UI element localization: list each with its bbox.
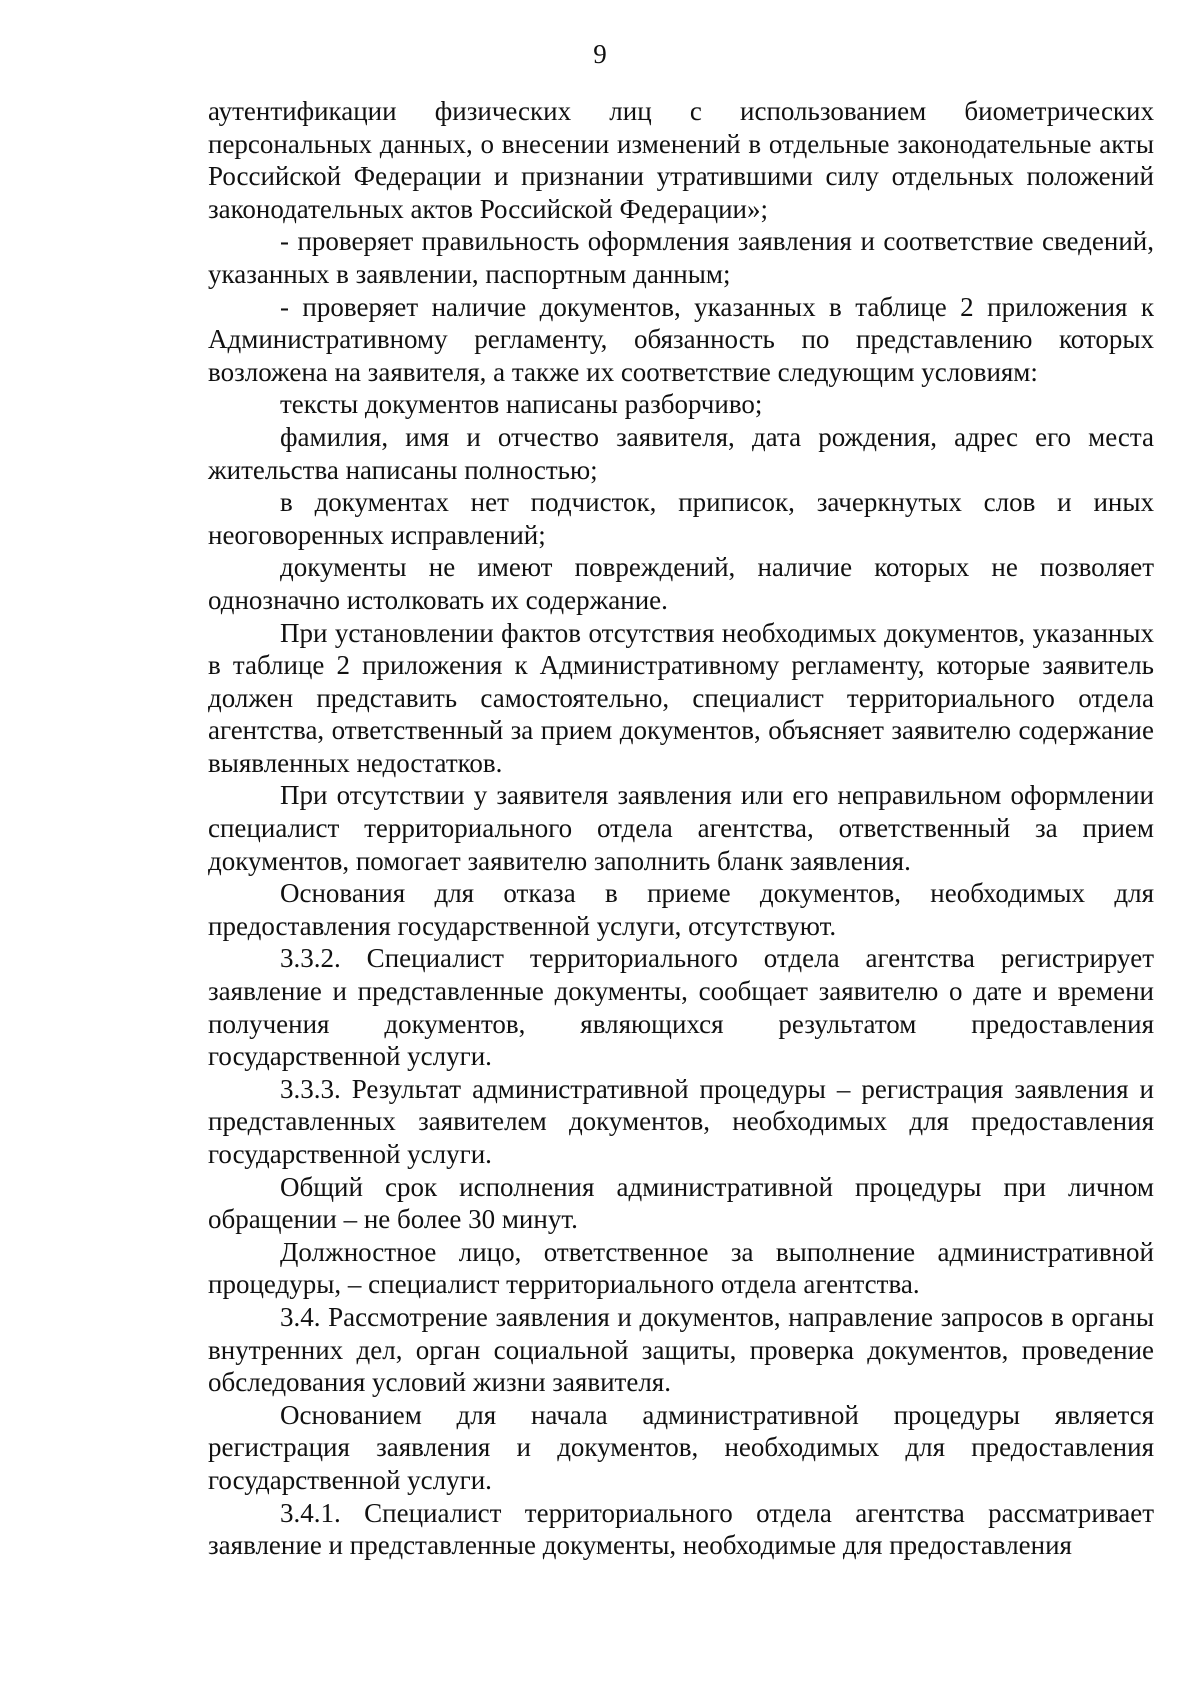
page-number: 9 (593, 39, 607, 69)
paragraph: тексты документов написаны разборчиво; (280, 389, 763, 420)
paragraph: документы не имеют повреждений, наличие которых не позволяет однозначно истолковать их содержание. (208, 552, 1154, 615)
paragraph: 3.4. Рассмотрение заявления и документов, направление запросов в органы внутренних дел, орган социальной защиты, проверка документов, проведение обследования условий жизни заявителя. (208, 1301, 1154, 1398)
paragraph: Должностное лицо, ответственное за выполнение административной процедуры, – специалист территориального отдела агентства. (208, 1236, 1154, 1300)
paragraph: Основанием для начала административной процедуры является регистрация заявления и документов, необходимых для предоставления государственной услуги. (208, 1399, 1154, 1495)
paragraph: Основания для отказа в приеме документов, необходимых для предоставления государственной услуги, отсутствуют. (208, 878, 1154, 941)
paragraph: 3.4.1. Специалист территориального отдела агентства рассматривает заявление и представленные документы, необходимые для предоставления (208, 1497, 1154, 1561)
paragraph: 3.3.3. Результат административной процедуры – регистрация заявления и представленных заявителем документов, необходимых для предоставления государственной услуги. (208, 1073, 1154, 1169)
paragraph: Общий срок исполнения административной процедуры при личном обращении – не более 30 минут. (208, 1171, 1154, 1235)
paragraph: При отсутствии у заявителя заявления или его неправильном оформлении специалист территориального отдела агентства, ответственный за прием документов, помогает заявителю заполнить бланк заявления. (208, 780, 1154, 876)
document-body (208, 95, 1154, 1562)
paragraph: - проверяет правильность оформления заявления и соответствие сведений, указанных в заявлении, паспортным данным; (208, 226, 1154, 289)
paragraph: аутентификации физических лиц с использованием биометрических персональных данных, о внесении изменений в отдельные законодательные акты Российской Федерации и признании утратившими силу отдельных положений законодательных актов Российской Федерации»; (208, 96, 1154, 224)
paragraph: фамилия, имя и отчество заявителя, дата рождения, адрес его места жительства написаны полностью; (208, 421, 1154, 485)
paragraph: 3.3.2. Специалист территориального отдела агентства регистрирует заявление и представленные документы, сообщает заявителю о дате и времени получения документов, являющихся результатом предоставления государственной услуги. (208, 943, 1154, 1072)
paragraph: При установлении фактов отсутствия необходимых документов, указанных в таблице 2 приложения к Административному регламенту, которые заявитель должен представить самостоятельно, специалист территориального отдела агентства, ответственный за прием документов, объясняет заявителю содержание выявленных недостатков. (208, 617, 1154, 778)
paragraph: - проверяет наличие документов, указанных в таблице 2 приложения к Административному регламенту, обязанность по представлению которых возложена на заявителя, а также их соответствие следующим условиям: (208, 291, 1154, 387)
paragraph: в документах нет подчисток, приписок, зачеркнутых слов и иных неоговоренных исправлений; (208, 487, 1154, 550)
